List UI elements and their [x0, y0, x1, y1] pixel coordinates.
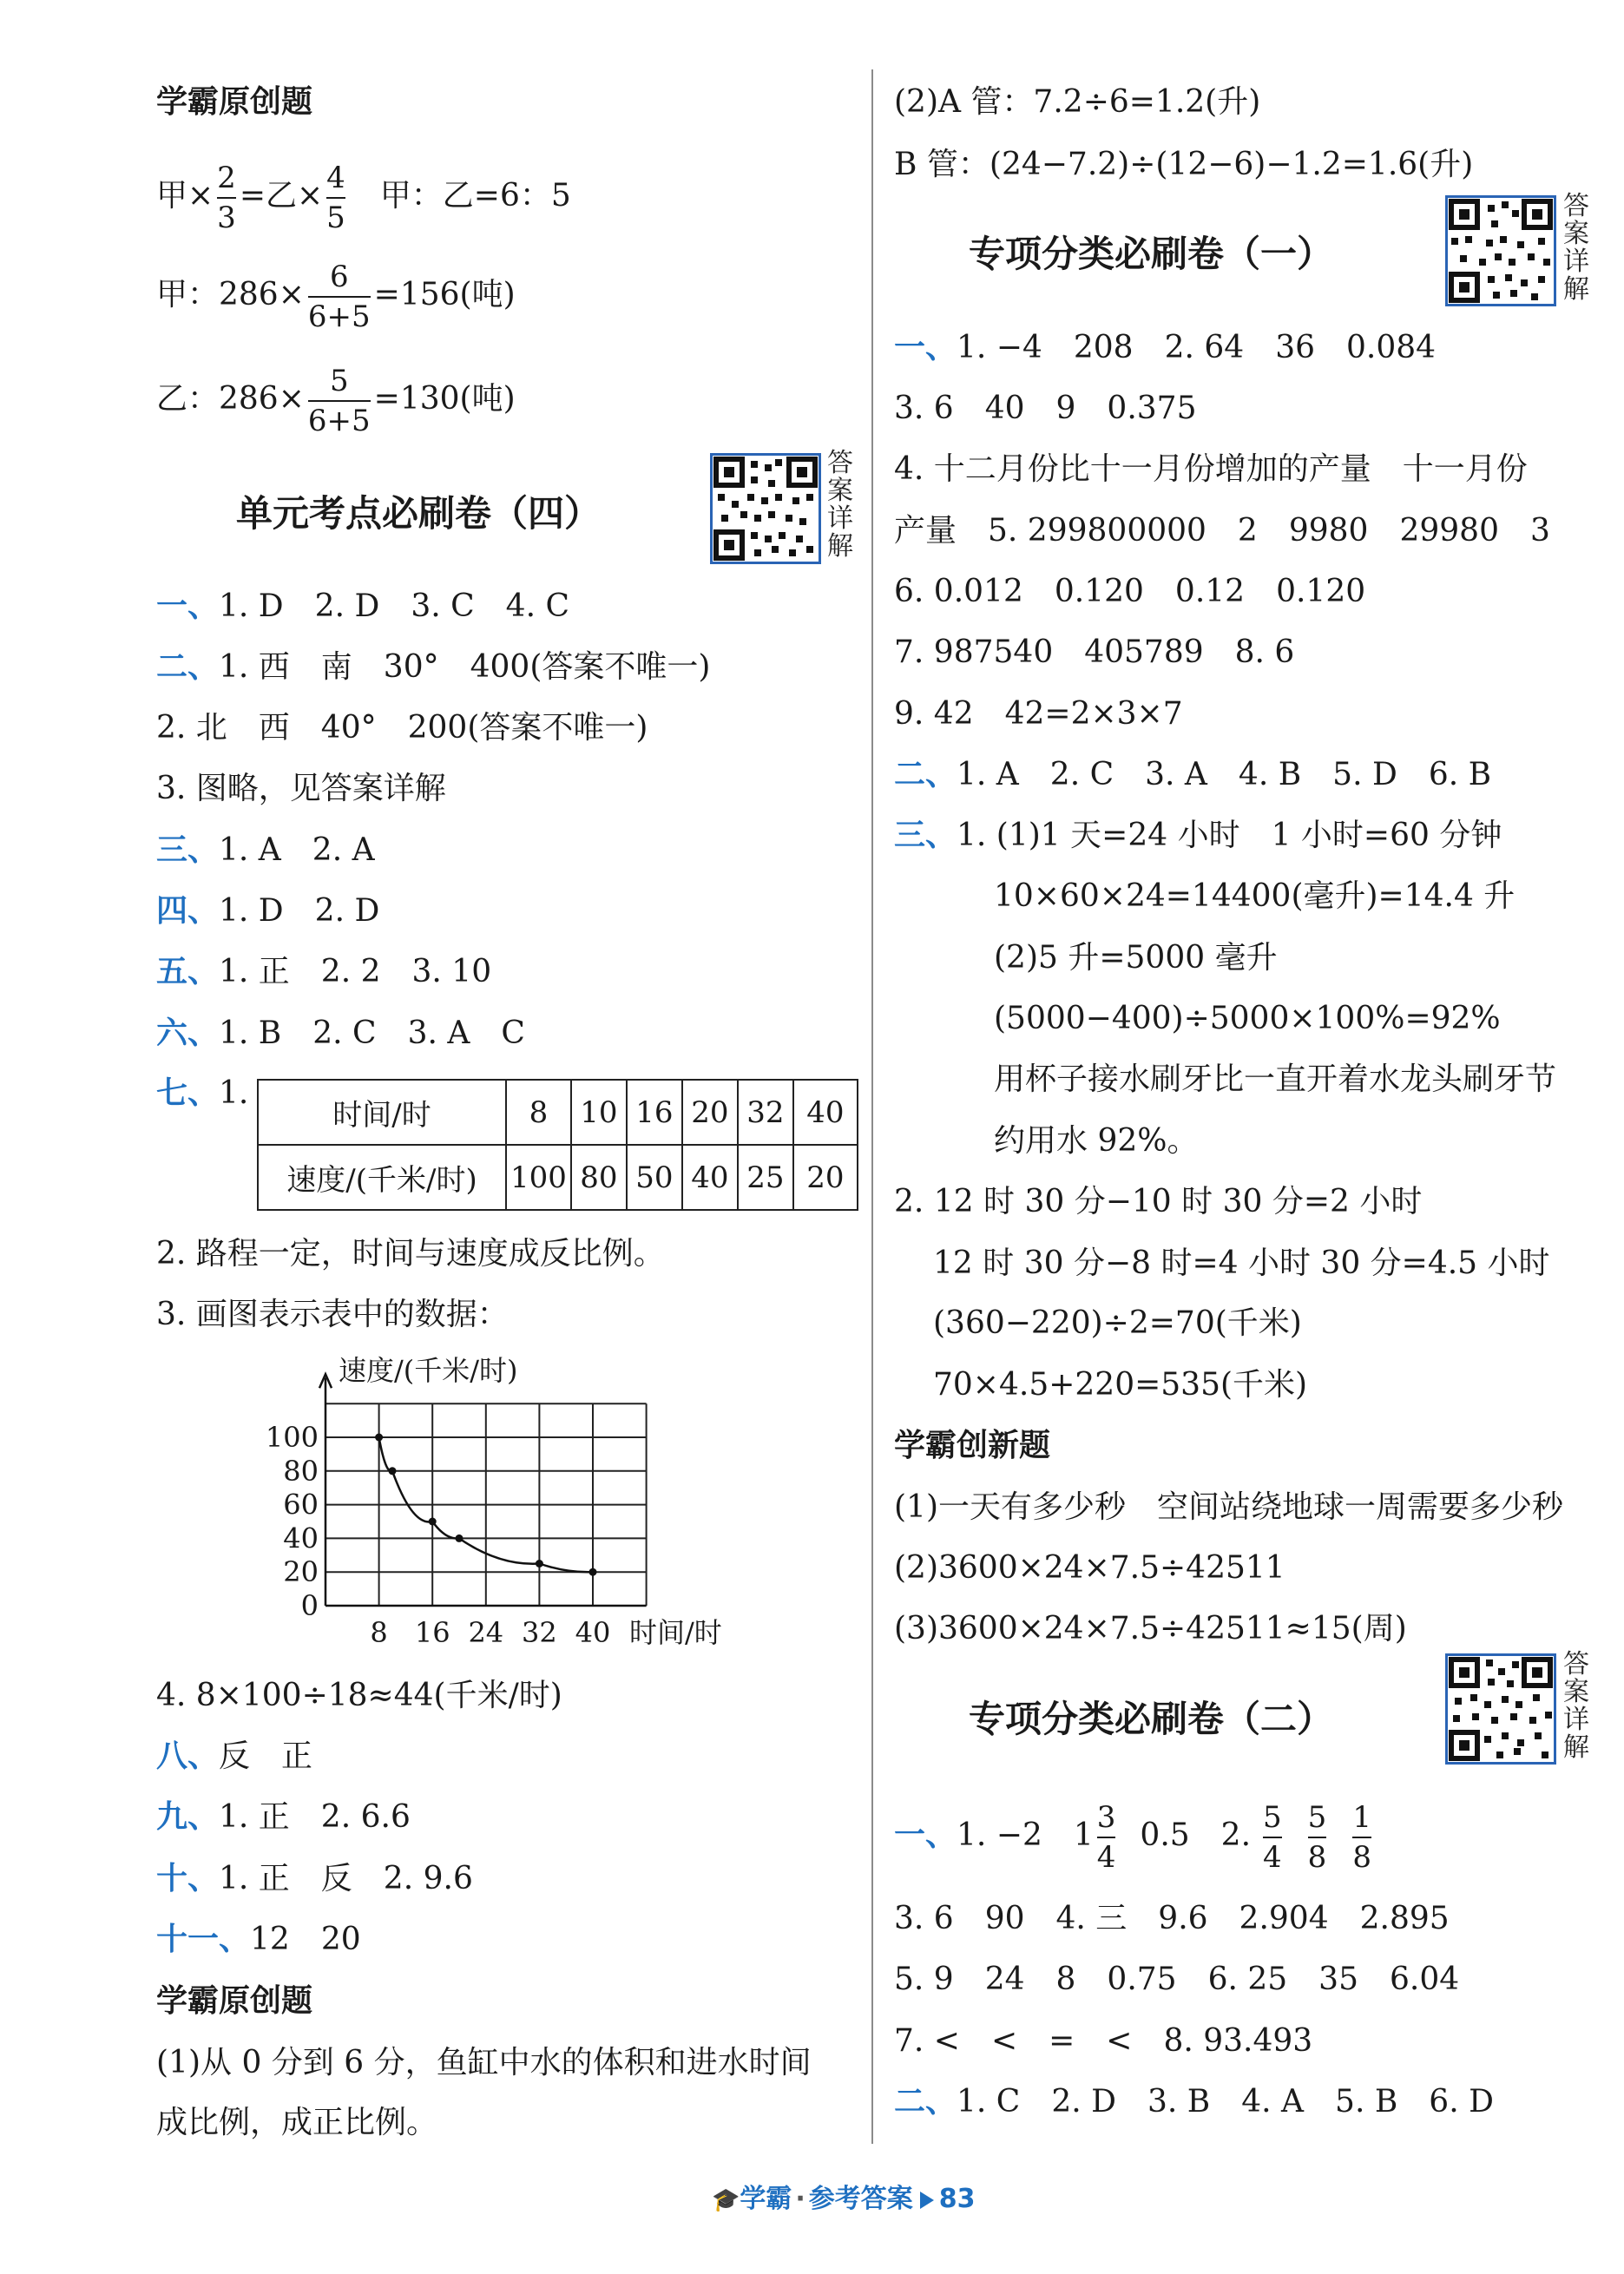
answer-line: 二、1. A 2. C 3. A 4. B 5. D 6. B: [894, 757, 1492, 792]
special1-heading: 专项分类必刷卷（一）: [969, 233, 1334, 275]
answer-line: 约用水 92%。: [994, 1123, 1199, 1159]
answer-line: 3. 6 40 9 0.375: [894, 391, 1197, 426]
qr-pattern-icon: [1448, 198, 1554, 304]
table-cell: 10: [571, 1080, 627, 1145]
data-point: [456, 1535, 464, 1542]
answer-line: 四、1. D 2. D: [156, 893, 380, 929]
answer-line: 三、1. A 2. A: [156, 832, 375, 868]
answer-line: 3. 画图表示表中的数据：: [156, 1297, 509, 1332]
answer-line: 12 时 30 分−8 时=4 小时 30 分=4.5 小时: [933, 1245, 1550, 1281]
x-tick-label: 8: [370, 1616, 388, 1649]
answer-line: (1)一天有多少秒 空间站绕地球一周需要多少秒: [894, 1489, 1563, 1525]
page-footer: [712, 2177, 976, 2215]
answer-line: (3)3600×24×7.5÷42511≈15(周): [894, 1611, 1407, 1646]
qr-code-special1[interactable]: [1445, 195, 1556, 306]
answer-line: 9. 42 42=2×3×7: [894, 696, 1183, 732]
qr-caption-unit4: 答案详解: [827, 448, 853, 562]
answer-line: (360−220)÷2=70(千米): [933, 1305, 1302, 1341]
answer-line: 一、1. −2 1 $\frac{3}{4}$ 0.5 2. $\frac{5}{4}$ $\frac{5}{8}$ $\frac{1}{8}$: [894, 1800, 1371, 1875]
table-cell: 32: [738, 1080, 793, 1145]
table-cell: 100: [506, 1145, 571, 1210]
answer-line: 产量 5. 299800000 2 9980 29980 3: [894, 513, 1550, 549]
answer-line: 6. 0.012 0.120 0.12 0.120: [894, 574, 1366, 609]
answer-line: 5. 9 24 8 0.75 6. 25 35 6.04: [894, 1962, 1460, 1997]
answer-line: (2)A 管：7.2÷6=1.2(升): [894, 84, 1261, 120]
answer-line: 八、反 正: [156, 1738, 313, 1774]
footer-label: 参考答案: [808, 2184, 913, 2214]
jia-calculation: 甲：286× $\frac{6}{6+5}$ =156(吨): [156, 260, 516, 334]
y-tick-label: 100: [265, 1421, 319, 1454]
data-point: [389, 1467, 397, 1475]
time-speed-table: [257, 1079, 858, 1211]
unit4-heading: 单元考点必刷卷（四）: [236, 492, 602, 535]
qr-code-unit4[interactable]: [710, 453, 821, 564]
speed-time-line-chart: [252, 1354, 755, 1658]
answer-line: 一、1. D 2. D 3. C 4. C: [156, 588, 569, 624]
footer-dot: ·: [795, 2184, 805, 2214]
table-cell: 16: [627, 1080, 682, 1145]
x-axis-label: 时间/时: [629, 1616, 722, 1649]
data-point: [375, 1434, 383, 1442]
answer-line: 七、1.: [156, 1075, 249, 1111]
answer-line: (5000−400)÷5000×100%=92%: [994, 1001, 1501, 1036]
answer-line: 十、1. 正 反 2. 9.6: [156, 1861, 473, 1896]
y-tick-label: 80: [283, 1454, 319, 1488]
answer-line: 成比例，成正比例。: [156, 2105, 438, 2140]
x-tick-label: 24: [468, 1616, 504, 1649]
data-point: [429, 1518, 437, 1526]
x-tick-label: 32: [522, 1616, 557, 1649]
answer-line: 用杯子接水刷牙比一直开着水龙头刷牙节: [994, 1061, 1557, 1097]
table-cell: 50: [627, 1145, 682, 1210]
y-tick-label: 0: [300, 1589, 319, 1622]
qr-caption-special2: 答案详解: [1563, 1649, 1589, 1763]
qr-pattern-icon: [713, 456, 819, 562]
y-tick-label: 40: [283, 1521, 319, 1555]
answer-line: 二、1. C 2. D 3. B 4. A 5. B 6. D: [894, 2084, 1494, 2120]
qr-code-special2[interactable]: [1445, 1653, 1556, 1765]
answer-line: B 管：(24−7.2)÷(12−6)−1.2=1.6(升): [894, 147, 1474, 182]
answer-line: 六、1. B 2. C 3. A C: [156, 1015, 525, 1051]
table-row: [258, 1080, 858, 1145]
qr-pattern-icon: [1448, 1656, 1554, 1762]
section-title-original-2: 学霸原创题: [156, 1983, 313, 2019]
data-point: [589, 1568, 597, 1576]
x-tick-label: 40: [575, 1616, 611, 1649]
answer-line: 7. 987540 405789 8. 6: [894, 634, 1295, 670]
answer-line: (2)3600×24×7.5÷42511: [894, 1550, 1285, 1586]
table-cell: 40: [682, 1145, 738, 1210]
page-number: 83: [938, 2184, 976, 2214]
answer-line: 3. 6 90 4. 三 9.6 2.904 2.895: [894, 1901, 1450, 1936]
answer-line: 4. 8×100÷18≈44(千米/时): [156, 1678, 562, 1713]
answer-line: (1)从 0 分到 6 分，鱼缸中水的体积和进水时间: [156, 2045, 812, 2080]
y-tick-label: 60: [283, 1488, 319, 1521]
section-title-innovation: 学霸创新题: [894, 1428, 1051, 1463]
answer-line: 三、1. (1)1 天=24 小时 1 小时=60 分钟: [894, 818, 1502, 853]
answer-line: 2. 12 时 30 分−10 时 30 分=2 小时: [894, 1184, 1423, 1219]
answer-line: 五、1. 正 2. 2 3. 10: [156, 954, 492, 989]
arrow-right-icon: [920, 2192, 934, 2209]
qr-caption-special1: 答案详解: [1563, 191, 1589, 305]
table-cell: 20: [682, 1080, 738, 1145]
answer-line: 10×60×24=14400(毫升)=14.4 升: [994, 878, 1516, 914]
answer-line: 2. 路程一定，时间与速度成反比例。: [156, 1236, 665, 1272]
table-row: [258, 1145, 858, 1210]
answer-line: 十一、12 20: [156, 1922, 361, 1957]
y-axis-label: 速度/(千米/时): [339, 1354, 518, 1387]
table-cell: 25: [738, 1145, 793, 1210]
answer-line: 一、1. −4 208 2. 64 36 0.084: [894, 330, 1437, 365]
answer-line: 二、1. 西 南 30° 400(答案不唯一): [156, 649, 711, 685]
yi-calculation: 乙：286× $\frac{5}{6+5}$ =130(吨): [156, 364, 516, 438]
table-cell: 40: [793, 1080, 858, 1145]
answer-line: 4. 十二月份比十一月份增加的产量 十一月份: [894, 451, 1528, 487]
section-title-original-1: 学霸原创题: [156, 84, 313, 120]
answer-line: 2. 北 西 40° 200(答案不唯一): [156, 710, 648, 746]
x-tick-label: 16: [414, 1616, 450, 1649]
special2-heading: 专项分类必刷卷（二）: [969, 1698, 1334, 1740]
footer-brand: 学霸: [740, 2184, 792, 2214]
column-divider: [871, 69, 873, 2144]
table-cell: 8: [506, 1080, 571, 1145]
graduation-cap-icon: 🎓: [712, 2187, 740, 2213]
table-cell: 速度/(千米/时): [258, 1145, 506, 1210]
y-tick-label: 20: [283, 1555, 319, 1589]
answer-line: 九、1. 正 2. 6.6: [156, 1799, 411, 1835]
ratio-equation: 甲× $\frac{2}{3}$ =乙× $\frac{4}{5}$ 甲：乙=6：5: [156, 161, 571, 235]
answer-line: 3. 图略，见答案详解: [156, 771, 446, 806]
answer-line: 70×4.5+220=535(千米): [933, 1367, 1308, 1403]
data-point: [536, 1560, 543, 1567]
table-cell: 时间/时: [258, 1080, 506, 1145]
answer-line: (2)5 升=5000 毫升: [994, 940, 1278, 976]
answer-line: 7. < < = < 8. 93.493: [894, 2023, 1313, 2059]
table-cell: 80: [571, 1145, 627, 1210]
table-cell: 20: [793, 1145, 858, 1210]
